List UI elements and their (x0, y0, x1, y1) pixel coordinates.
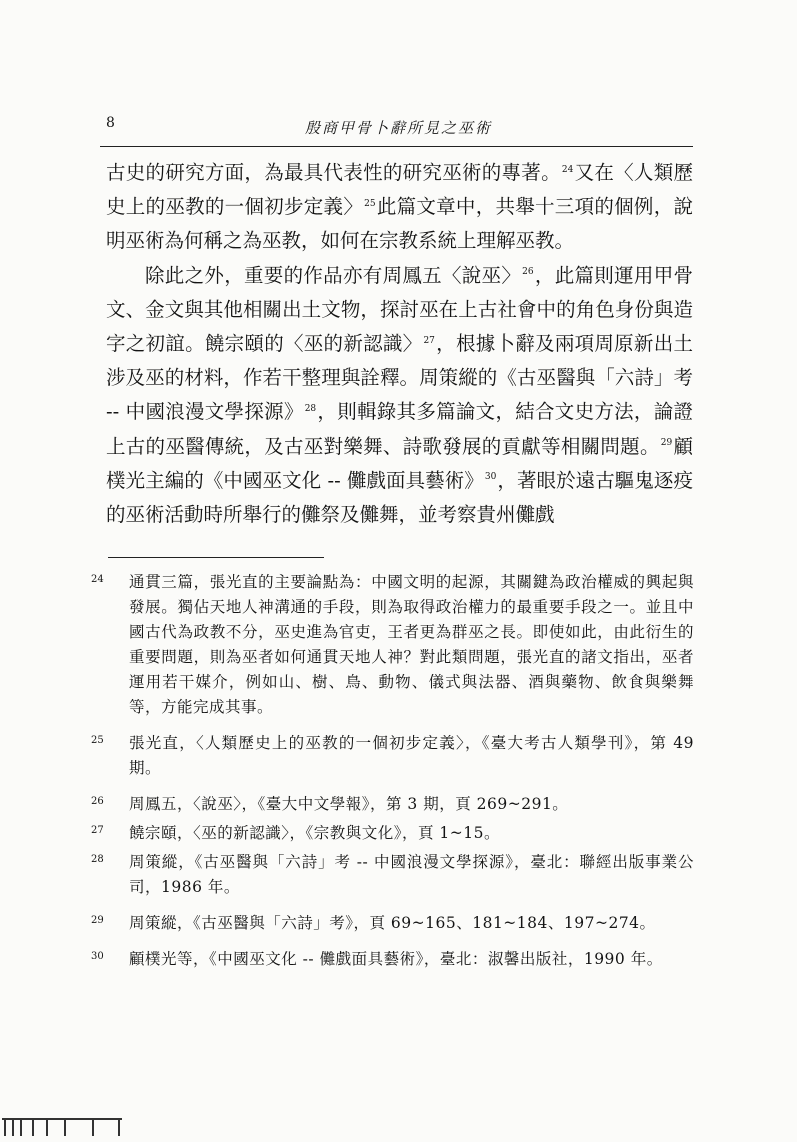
running-title: 殷商甲骨卜辭所見之巫術 (304, 119, 492, 137)
footnote-number: 29 (91, 915, 104, 926)
scan-edge-marks (2, 1116, 122, 1138)
footnote-reference: 29 (660, 438, 673, 449)
footnote-number: 26 (91, 796, 104, 807)
paragraph-text: ，著眼於遠古驅鬼逐疫的巫術活動時所舉行的儺祭及儺舞，並考察貴州儺戲 (106, 468, 693, 527)
footnote-reference: 30 (484, 472, 497, 483)
paragraph-1 (106, 156, 693, 259)
footnote-text: 饒宗頤，〈巫的新認識〉，《宗教與文化》，頁 1~15。 (129, 824, 501, 842)
footnote-27 (91, 821, 694, 846)
footnote-text: 周鳳五，〈說巫〉，《臺大中文學報》，第 3 期，頁 269~291。 (129, 795, 569, 813)
footnote-reference: 26 (522, 267, 534, 278)
footnote-text: 張光直，〈人類歷史上的巫教的一個初步定義〉，《臺大考古人類學刊》，第 49 期。 (129, 734, 694, 777)
footnote-reference: 27 (423, 335, 435, 346)
footnote-reference: 28 (304, 403, 317, 414)
footnote-28 (91, 850, 694, 900)
footnotes (91, 570, 694, 983)
paragraph-text: ，則輯錄其多篇論文，結合文史方法，論證上古的巫醫傳統，及古巫對樂舞、詩歌發展的貢獻等相關問題。 (106, 400, 693, 458)
page-number: 8 (106, 115, 115, 131)
footnote-24 (91, 570, 694, 720)
paragraph-text: ，根據卜辭及兩項周原新出土涉及巫的材料，作若干整理與詮釋。周策縱的《古巫醫與「六詩」考 -- 中國浪漫文學探源》 (106, 332, 693, 424)
footnote-number: 30 (91, 951, 104, 962)
footnote-reference: 24 (561, 164, 574, 175)
footnote-30 (91, 947, 694, 972)
paragraph-text: ，此篇則運用甲骨文、金文與其他相關出土文物，探討巫在上古社會中的角色身份與造字之初誼。饒宗頤的〈巫的新認識〉 (106, 263, 693, 356)
footnote-text: 周策縱，《古巫醫與「六詩」考 -- 中國浪漫文學探源》，臺北：聯經出版事業公司，1986 年。 (129, 853, 694, 896)
footnote-reference: 25 (364, 198, 376, 209)
footnote-29 (91, 911, 694, 936)
footnote-number: 25 (91, 735, 104, 746)
footnote-text: 顧樸光等，《中國巫文化 -- 儺戲面具藝術》，臺北：淑馨出版社，1990 年。 (129, 950, 663, 968)
footnote-rule (108, 557, 324, 558)
paragraph-text: 顧樸光主編的《中國巫文化 -- 儺戲面具藝術》 (106, 434, 693, 492)
paragraph-2 (106, 259, 693, 533)
footnote-number: 28 (91, 854, 104, 865)
footnote-25 (91, 731, 694, 781)
paragraph-text: 除此之外，重要的作品亦有周鳳五〈說巫〉 (145, 263, 522, 287)
footnote-text: 周策縱，《古巫醫與「六詩」考》，頁 69~165、181~184、197~274。 (129, 914, 656, 932)
footnote-number: 27 (91, 825, 104, 836)
paragraph-text: 古史的研究方面，為最具代表性的研究巫術的專著。 (106, 161, 561, 184)
paragraph-text: 此篇文章中，共舉十三項的個例，說明巫術為何稱之為巫教，如何在宗教系統上理解巫教。 (106, 195, 693, 253)
footnote-26 (91, 792, 694, 817)
body-text (106, 156, 693, 532)
footnote-text: 通貫三篇，張光直的主要論點為：中國文明的起源，其關鍵為政治權威的興起與發展。獨佔天地人神溝通的手段，則為取得政治權力的最重要手段之一。並且中國古代為政教不分，巫史進為官吏，王者更為群巫之長。即使如此，由此衍生的重要問題，則為巫者如何通貫天地人神？對此類問題，張光直的諸文指出，巫者運用若干媒介，例如山、樹、鳥、動物、儀式與法器、酒與藥物、飲食與樂舞等，方能完成其事。 (129, 573, 694, 716)
paragraph-text: 又在〈人類歷史上的巫教的一個初步定義〉 (106, 161, 693, 219)
header-rule (100, 146, 693, 147)
footnote-number: 24 (91, 574, 104, 585)
